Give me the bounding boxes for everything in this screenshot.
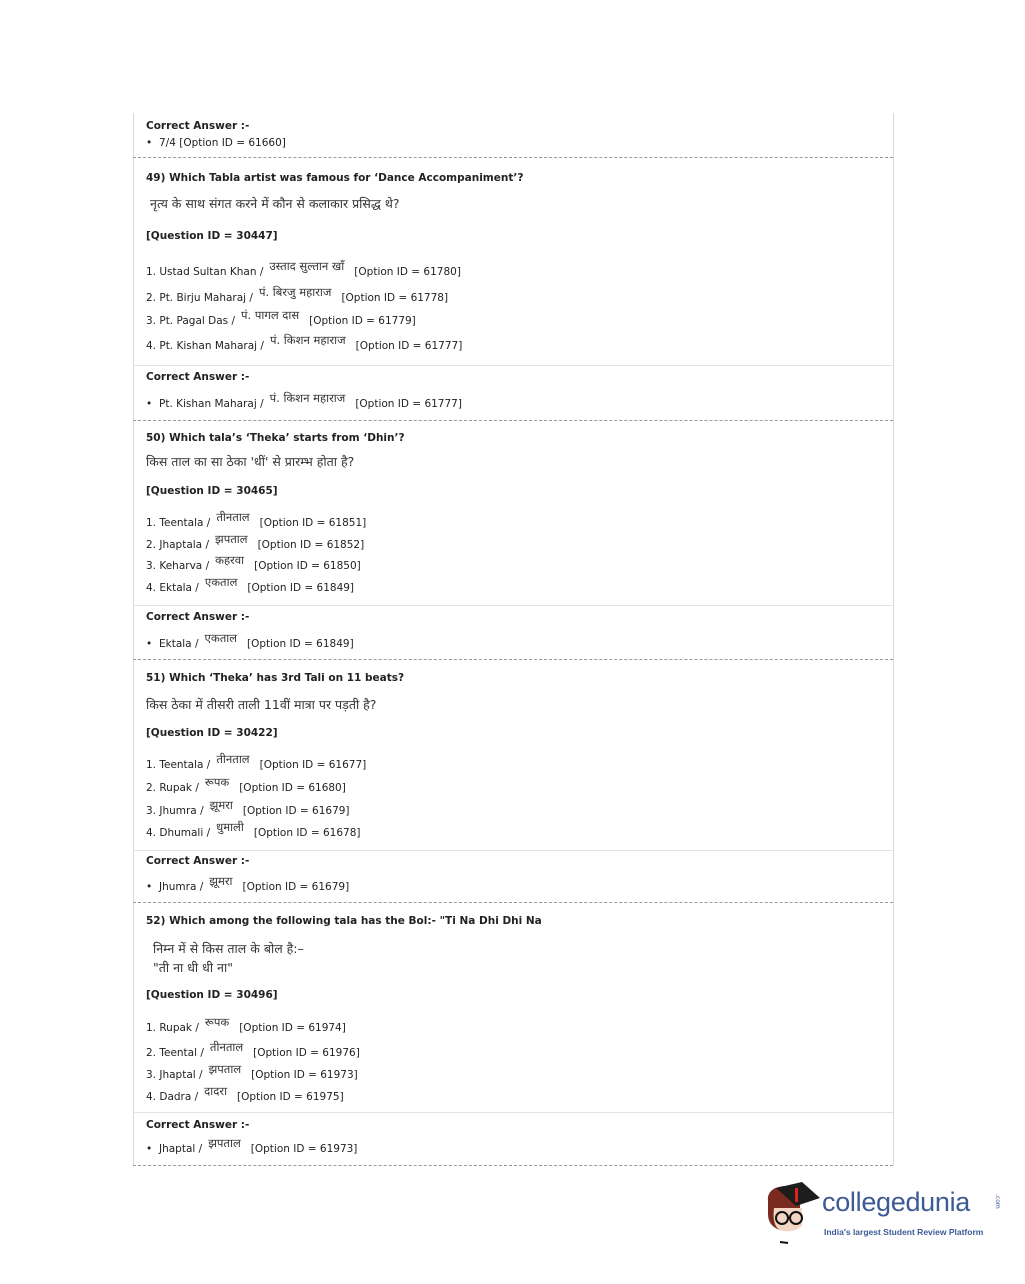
option [146,575,355,595]
correct-answer-label: Correct Answer :- [146,855,250,867]
option-id: [Option ID = 61973] [251,1069,358,1081]
option [146,510,367,530]
option [146,1062,358,1082]
option-hi: पं. पागल दास [241,308,300,322]
option-hi: दादरा [204,1084,228,1098]
question-hindi: "ती ना धी धी ना" [153,960,233,975]
option [146,1084,344,1104]
option-hi: तीनताल [216,752,250,766]
question-title: 52) Which among the following tala has the Bol:- "Ti Na Dhi Dhi Na [146,915,542,927]
answer-id: [Option ID = 61679] [242,881,350,893]
option [146,752,367,772]
correct-answer-label: Correct Answer :- [146,1119,250,1131]
option [146,553,361,573]
option-en: 3. Jhumra / [146,805,204,817]
option-id: [Option ID = 61851] [259,517,367,529]
question-title: 50) Which tala’s ‘Theka’ starts from ‘Dhin’? [146,432,405,444]
option-hi: रूपक [204,775,230,789]
logo-com: .com [994,1194,1001,1209]
option [146,798,350,818]
option [146,259,461,279]
option-en: 2. Rupak / [146,782,199,794]
option-hi: तीनताल [216,510,250,524]
option-hi: झूमरा [209,798,233,812]
option [146,820,361,840]
answer-hi: झूमरा [209,874,233,888]
answer-id: [Option ID = 61973] [250,1143,358,1155]
option-hi: धुमाली [216,820,244,834]
divider [133,157,893,158]
correct-answer [146,1136,358,1156]
option-en: 3. Pt. Pagal Das / [146,315,235,327]
question-id: [Question ID = 30496] [146,989,278,1001]
divider [133,1165,893,1166]
option-id: [Option ID = 61677] [259,759,367,771]
option-en: 4. Ektala / [146,582,199,594]
mascot-icon [762,1180,822,1250]
question-id: [Question ID = 30447] [146,230,278,242]
correct-answer [146,631,354,651]
option-id: [Option ID = 61976] [253,1047,360,1059]
divider [133,902,893,903]
option-hi: रूपक [204,1015,230,1029]
option-hi: पं. बिरजु महाराज [258,285,332,299]
divider [133,850,893,851]
option-en: 4. Dhumali / [146,827,211,839]
option-id: [Option ID = 61974] [239,1022,346,1034]
option [146,1015,346,1035]
option-id: [Option ID = 61780] [354,266,461,278]
divider [133,420,893,421]
correct-answer-label: Correct Answer :- [146,371,250,383]
question-title: 49) Which Tabla artist was famous for ‘Dance Accompaniment’? [146,172,524,184]
divider [133,659,893,660]
question-hindi: निम्न में से किस ताल के बोल है:– [153,941,304,956]
option-en: 1. Rupak / [146,1022,199,1034]
option [146,333,463,353]
correct-answer-label: Correct Answer :- [146,120,250,132]
option-en: 4. Pt. Kishan Maharaj / [146,340,264,352]
question-id: [Question ID = 30422] [146,727,278,739]
answer-id: [Option ID = 61777] [355,398,462,410]
question-title: 51) Which ‘Theka’ has 3rd Tali on 11 beats? [146,672,405,684]
option-id: [Option ID = 61777] [355,340,463,352]
logo-name: collegedunia [822,1187,971,1217]
option [146,775,346,795]
option-en: 3. Jhaptal / [146,1069,203,1081]
option [146,285,449,305]
option-id: [Option ID = 61850] [254,560,361,572]
option-en: 1. Teentala / [146,759,211,771]
correct-answer [146,874,350,894]
answer-en: • Jhaptal / [159,1143,203,1155]
logo-tagline: India's largest Student Review Platform [824,1227,984,1237]
option-id: [Option ID = 61975] [237,1091,344,1103]
option-hi: झपताल [215,532,248,546]
option-en: 1. Teentala / [146,517,211,529]
option-en: 2. Jhaptala / [146,539,209,551]
question-id: [Question ID = 30465] [146,485,278,497]
option-id: [Option ID = 61679] [242,805,350,817]
option-hi: तीनताल [209,1040,244,1054]
answer-id: [Option ID = 61849] [247,638,354,650]
option-id: [Option ID = 61678] [253,827,361,839]
option-hi: उस्ताद सुल्तान खाँ [269,259,345,273]
question-hindi: किस ठेका में तीसरी ताली 11वीं मात्रा पर पड़ती है? [146,697,377,712]
correct-answer [146,391,462,411]
correct-answer-label: Correct Answer :- [146,611,250,623]
option-en: 1. Ustad Sultan Khan / [146,266,264,278]
divider [133,365,893,366]
answer-en: • Ektala / [159,638,199,650]
option-hi: कहरवा [215,553,245,567]
option-en: 2. Teental / [146,1047,204,1059]
answer-hi: झपताल [208,1136,241,1150]
answer-en: • Pt. Kishan Maharaj / [159,398,264,410]
option [146,308,416,328]
divider [133,1112,893,1113]
answer-hi: एकताल [204,631,238,645]
option [146,532,365,552]
option [146,1040,360,1060]
collegedunia-logo [762,1180,1012,1250]
option-id: [Option ID = 61680] [239,782,346,794]
option-id: [Option ID = 61849] [247,582,355,594]
correct-answer: • 7/4 [Option ID = 61660] [146,136,286,150]
option-hi: एकताल [204,575,238,589]
question-hindi: नृत्य के साथ संगत करने में कौन से कलाकार प्रसिद्ध थे? [150,196,400,211]
question-hindi: किस ताल का सा ठेका 'धीं' से प्रारम्भ होता है? [146,454,355,469]
option-en: 4. Dadra / [146,1091,199,1103]
option-en: 2. Pt. Birju Maharaj / [146,292,253,304]
option-hi: पं. किशन महाराज [269,333,346,347]
option-id: [Option ID = 61852] [257,539,365,551]
divider [133,605,893,606]
option-id: [Option ID = 61778] [341,292,449,304]
option-id: [Option ID = 61779] [309,315,416,327]
answer-en: • Jhumra / [159,881,204,893]
option-hi: झपताल [208,1062,242,1076]
answer-hi: पं. किशन महाराज [269,391,346,405]
option-en: 3. Keharva / [146,560,210,572]
